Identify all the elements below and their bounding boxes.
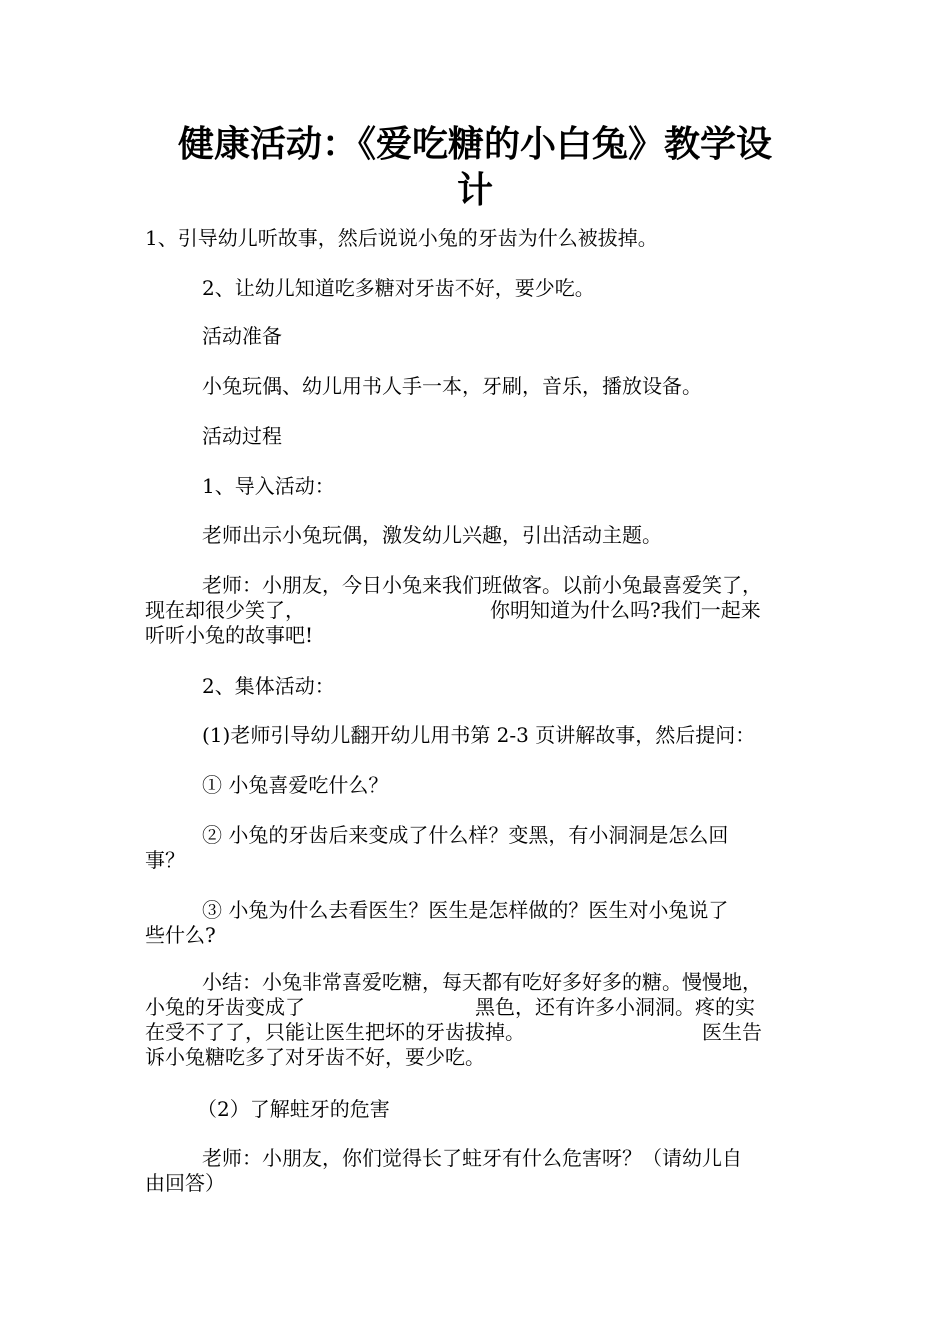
summary-line-2a: 小兔的牙齿变成了 [145, 995, 305, 1019]
document-title [130, 122, 820, 214]
teacher-intro-line-2a: 现在却很少笑了， [145, 598, 305, 622]
step-1-heading: 1、导入活动： [202, 474, 335, 498]
question-2 [145, 823, 810, 873]
question-3-line-2: 些什么? [145, 923, 216, 947]
step-2-part-1: (1)老师引导幼儿翻开幼儿用书第 2-3 页讲解故事，然后提问： [202, 723, 756, 747]
summary-line-3a: 在受不了了，只能让医生把坏的牙齿拔掉。 [145, 1020, 525, 1044]
summary-line-1: 小结：小兔非常喜爱吃糖，每天都有吃好多好多的糖。慢慢地， [202, 970, 762, 994]
question-1: ① 小兔喜爱吃什么？ [202, 773, 389, 797]
teacher-intro-paragraph [145, 573, 810, 648]
question-2-line-2: 事？ [145, 848, 185, 872]
teacher-intro-line-2b: 你明知道为什么吗?我们一起来 [490, 598, 761, 622]
objective-2: 2、让幼儿知道吃多糖对牙齿不好，要少吃。 [202, 276, 595, 300]
teacher-intro-line-2 [145, 598, 810, 623]
question-2-line-1: ② 小兔的牙齿后来变成了什么样？变黑，有小洞洞是怎么回 [202, 823, 729, 847]
step-2-part-2: （2）了解蛀牙的危害 [197, 1097, 390, 1121]
title-line-2: 计 [456, 170, 493, 211]
summary-paragraph [145, 970, 810, 1070]
teacher-question-line-2: 由回答） [145, 1171, 225, 1195]
teacher-intro-line-3: 听听小兔的故事吧! [145, 623, 314, 647]
summary-line-2b: 黑色，还有许多小洞洞。疼的实 [475, 995, 755, 1019]
summary-line-3b: 医生告 [702, 1020, 762, 1044]
summary-line-4: 诉小兔糖吃多了对牙齿不好，要少吃。 [145, 1045, 485, 1069]
summary-line-2 [145, 995, 810, 1020]
section-heading-process: 活动过程 [202, 424, 282, 448]
summary-line-3 [145, 1020, 810, 1045]
teacher-question-paragraph [145, 1146, 810, 1196]
step-2-heading: 2、集体活动： [202, 674, 335, 698]
question-3 [145, 898, 810, 948]
title-line-1: 健康活动：《爱吃糖的小白兔》教学设 [177, 124, 772, 165]
objective-1: 1、引导幼儿听故事，然后说说小兔的牙齿为什么被拔掉。 [145, 226, 658, 250]
teacher-intro-line-1: 老师：小朋友，今日小兔来我们班做客。以前小兔最喜爱笑了， [202, 573, 762, 597]
section-heading-preparation: 活动准备 [202, 324, 282, 348]
question-3-line-1: ③ 小兔为什么去看医生？医生是怎样做的？医生对小兔说了 [202, 898, 729, 922]
preparation-items: 小兔玩偶、幼儿用书人手一本，牙刷，音乐，播放设备。 [202, 374, 702, 398]
step-1-description: 老师出示小兔玩偶，激发幼儿兴趣，引出活动主题。 [202, 523, 662, 547]
teacher-question-line-1: 老师：小朋友，你们觉得长了蛀牙有什么危害呀？（请幼儿自 [202, 1146, 742, 1170]
